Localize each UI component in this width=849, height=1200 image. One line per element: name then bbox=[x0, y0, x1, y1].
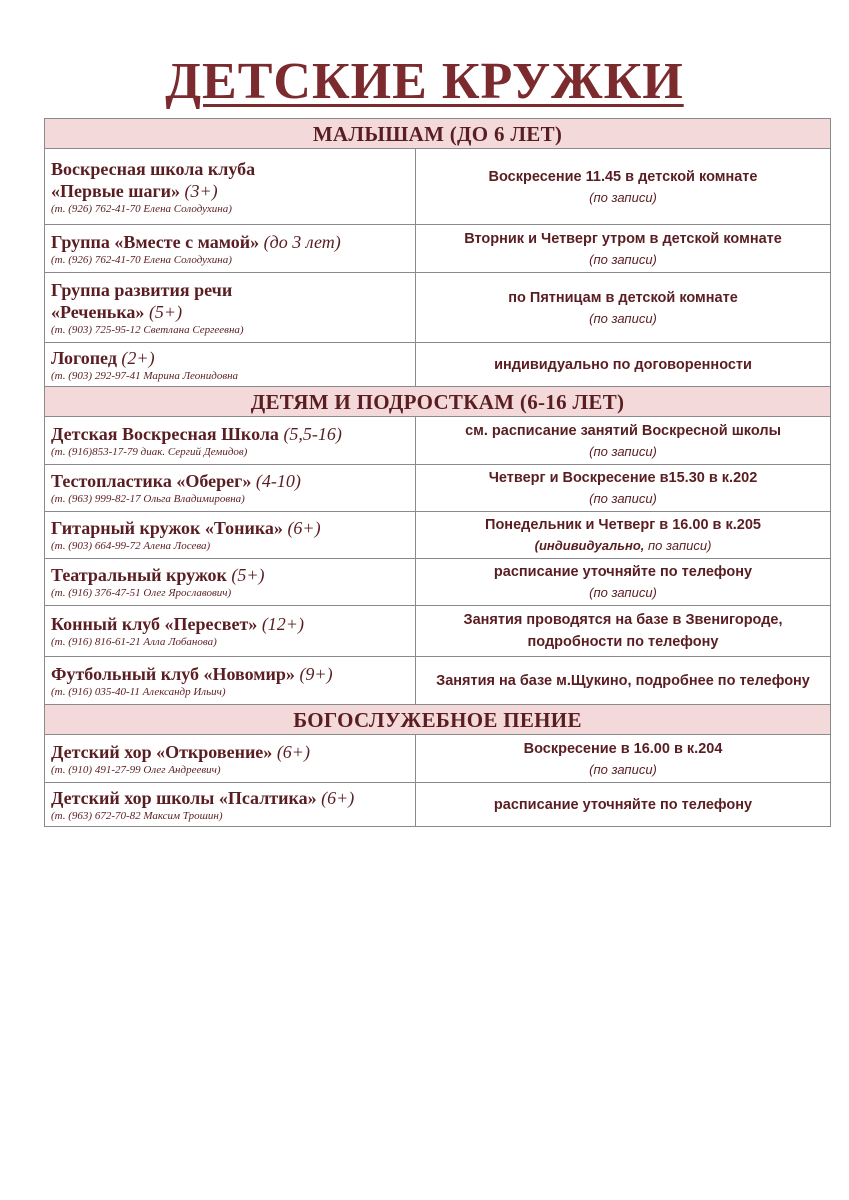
contact-info: (т. (916) 376-47-51 Олег Ярославович) bbox=[51, 587, 232, 599]
age-range: (2+) bbox=[121, 347, 155, 368]
schedule-cell bbox=[416, 225, 831, 273]
club-info-cell bbox=[45, 606, 416, 657]
schedule-cell bbox=[416, 149, 831, 225]
registration-note bbox=[422, 583, 824, 603]
club-row bbox=[45, 559, 831, 606]
club-row bbox=[45, 657, 831, 705]
schedule-text: Занятия на базе м.Щукино, подробнее по телефону bbox=[436, 672, 810, 689]
club-name-text-line2: «Реченька» bbox=[51, 301, 145, 322]
club-info-cell bbox=[45, 783, 416, 827]
section-heading: ДЕТЯМ И ПОДРОСТКАМ (6-16 ЛЕТ) bbox=[45, 387, 831, 417]
contact-info: (т. (916) 816-61-21 Алла Лобанова) bbox=[51, 636, 217, 648]
section-heading: БОГОСЛУЖЕБНОЕ ПЕНИЕ bbox=[45, 705, 831, 735]
clubs-table-body bbox=[45, 119, 831, 827]
club-row bbox=[45, 343, 831, 387]
club-row bbox=[45, 783, 831, 827]
age-range: (6+) bbox=[287, 518, 321, 538]
club-name-text: Тестопластика «Оберег» bbox=[51, 471, 252, 491]
club-row bbox=[45, 149, 831, 225]
contact-info: (т. (916) 035-40-11 Александр Ильич) bbox=[51, 685, 226, 698]
age-range: (3+) bbox=[184, 180, 218, 201]
club-name bbox=[51, 517, 409, 539]
club-info-cell bbox=[45, 512, 416, 559]
schedule-cell bbox=[416, 606, 831, 657]
club-name-text: Детский хор «Откровение» bbox=[51, 741, 273, 762]
section-header bbox=[45, 387, 831, 417]
club-info-cell bbox=[45, 149, 416, 225]
schedule-text: Занятия проводятся на базе в Звенигороде, подробности по телефону bbox=[463, 612, 783, 650]
contact-info: (т. (926) 762-41-70 Елена Солодухина) bbox=[51, 253, 232, 266]
club-name bbox=[51, 470, 409, 492]
registration-note bbox=[422, 250, 824, 270]
schedule-text: Воскресение в 16.00 в к.204 bbox=[523, 740, 723, 757]
registration-note-text: (по записи) bbox=[589, 251, 657, 267]
registration-note-text: (по записи) bbox=[589, 585, 657, 600]
schedule-cell bbox=[416, 465, 831, 512]
club-name-text: Театральный кружок bbox=[51, 565, 227, 585]
section-heading: МАЛЫШАМ (ДО 6 ЛЕТ) bbox=[45, 119, 831, 149]
age-range: (5+) bbox=[148, 301, 183, 322]
registration-note bbox=[422, 309, 824, 329]
age-range: (5,5-16) bbox=[283, 423, 342, 444]
schedule-text: по Пятницам в детской комнате bbox=[508, 289, 738, 306]
schedule-text: Понедельник и Четверг в 16.00 в к.205 bbox=[485, 517, 761, 533]
registration-note bbox=[422, 536, 824, 556]
schedule-cell bbox=[416, 735, 831, 783]
section-header bbox=[45, 119, 831, 149]
club-name-text: Воскресная школа клуба bbox=[51, 158, 256, 179]
club-name bbox=[51, 231, 409, 253]
club-info-cell bbox=[45, 343, 416, 387]
club-info-cell bbox=[45, 657, 416, 705]
contact-info: (т. (926) 762-41-70 Елена Солодухина) bbox=[51, 202, 232, 215]
schedule-cell bbox=[416, 273, 831, 343]
schedule-cell bbox=[416, 559, 831, 606]
schedule-text: расписание уточняйте по телефону bbox=[493, 796, 753, 813]
club-row bbox=[45, 735, 831, 783]
registration-note bbox=[422, 489, 824, 509]
registration-note bbox=[422, 188, 824, 208]
club-name bbox=[51, 787, 409, 809]
registration-note-text: (по записи) bbox=[589, 189, 657, 205]
club-name-text: Футбольный клуб «Новомир» bbox=[51, 663, 295, 684]
club-row bbox=[45, 225, 831, 273]
club-info-cell bbox=[45, 225, 416, 273]
schedule-text: см. расписание занятий Воскресной школы bbox=[465, 422, 781, 439]
schedule-cell bbox=[416, 512, 831, 559]
age-range: (9+) bbox=[299, 663, 333, 684]
age-range: (до 3 лет) bbox=[263, 231, 341, 252]
schedule-text: Воскресение 11.45 в детской комнате bbox=[488, 168, 758, 185]
club-name-text: Гитарный кружок «Тоника» bbox=[51, 518, 283, 538]
club-info-cell bbox=[45, 559, 416, 606]
club-name-text: Группа развития речи bbox=[51, 279, 233, 300]
registration-note-text: по записи) bbox=[644, 538, 712, 553]
registration-note-text: (по записи) bbox=[589, 310, 657, 326]
club-name-text: Конный клуб «Пересвет» bbox=[51, 614, 258, 634]
schedule-cell bbox=[416, 657, 831, 705]
club-info-cell bbox=[45, 273, 416, 343]
schedule-text: Четверг и Воскресение в15.30 в к.202 bbox=[488, 470, 758, 486]
contact-info: (т. (910) 491-27-99 Олег Андреевич) bbox=[51, 763, 221, 776]
club-name-text-line2: «Первые шаги» bbox=[51, 180, 181, 201]
club-name bbox=[51, 279, 409, 323]
registration-note-text: (по записи) bbox=[589, 443, 657, 459]
contact-info: (т. (903) 664-99-72 Алена Лосева) bbox=[51, 540, 211, 552]
contact-info: (т. (963) 999-82-17 Ольга Владимировна) bbox=[51, 493, 245, 505]
club-row bbox=[45, 606, 831, 657]
section-header bbox=[45, 705, 831, 735]
schedule-cell bbox=[416, 783, 831, 827]
club-name bbox=[51, 663, 409, 685]
club-name bbox=[51, 347, 409, 369]
club-name bbox=[51, 158, 409, 202]
registration-note bbox=[422, 442, 824, 462]
schedule-text: расписание уточняйте по телефону bbox=[493, 564, 753, 580]
club-row bbox=[45, 273, 831, 343]
club-info-cell bbox=[45, 465, 416, 512]
schedule-text: индивидуально по договоренности bbox=[494, 356, 752, 373]
club-name bbox=[51, 423, 409, 445]
schedule-cell bbox=[416, 343, 831, 387]
age-range: (5+) bbox=[231, 565, 265, 585]
contact-info: (т. (903) 292-97-41 Марина Леонидовна bbox=[51, 369, 239, 382]
club-info-cell bbox=[45, 417, 416, 465]
schedule-text: Вторник и Четверг утром в детской комнате bbox=[464, 230, 782, 247]
club-name-text: Детский хор школы «Псалтика» bbox=[51, 787, 317, 808]
registration-note-bold: (индивидуально, bbox=[534, 538, 645, 553]
club-name-text: Группа «Вместе с мамой» bbox=[51, 231, 260, 252]
contact-info: (т. (903) 725-95-12 Светлана Сергеевна) bbox=[51, 323, 244, 336]
age-range: (6+) bbox=[276, 741, 310, 762]
age-range: (6+) bbox=[321, 787, 355, 808]
schedule-cell bbox=[416, 417, 831, 465]
age-range: (12+) bbox=[261, 614, 304, 634]
club-info-cell bbox=[45, 735, 416, 783]
contact-info: (т. (963) 672-70-82 Максим Трошин) bbox=[51, 809, 223, 822]
club-name bbox=[51, 741, 409, 763]
club-name bbox=[51, 564, 409, 586]
contact-info: (т. (916)853-17-79 диак. Сергий Демидов) bbox=[51, 445, 248, 458]
club-row bbox=[45, 465, 831, 512]
club-row bbox=[45, 417, 831, 465]
registration-note-text: (по записи) bbox=[589, 761, 657, 777]
club-name-text: Логопед bbox=[51, 347, 117, 368]
club-name bbox=[51, 613, 409, 635]
age-range: (4-10) bbox=[255, 471, 301, 491]
page-title: ДЕТСКИЕ КРУЖКИ bbox=[165, 53, 684, 110]
clubs-table bbox=[44, 118, 831, 827]
club-name-text: Детская Воскресная Школа bbox=[51, 423, 279, 444]
registration-note-text: (по записи) bbox=[589, 491, 657, 506]
club-row bbox=[45, 512, 831, 559]
registration-note bbox=[422, 760, 824, 780]
